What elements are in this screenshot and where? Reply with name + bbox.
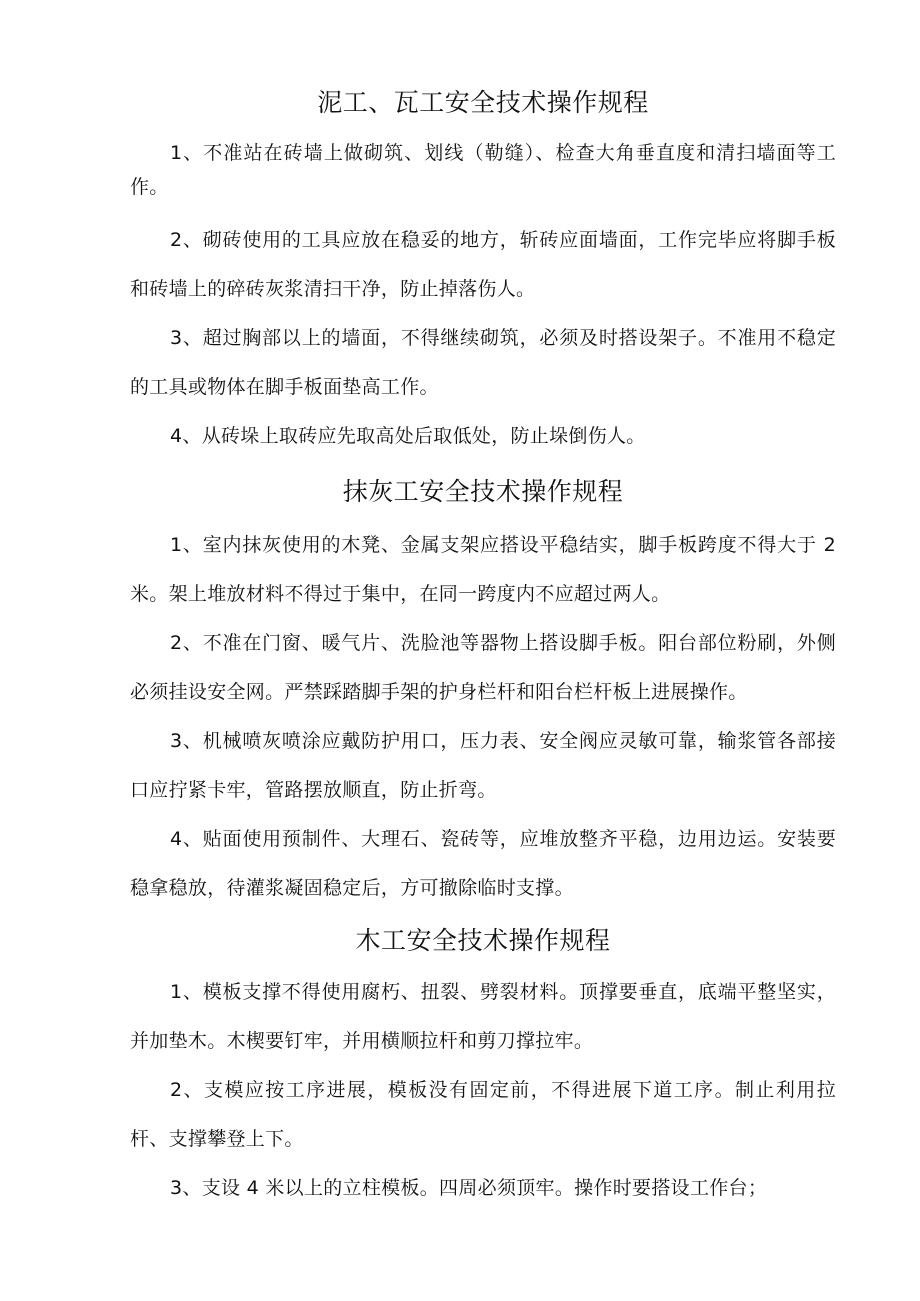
rule-item: 3、超过胸部以上的墙面，不得继续砌筑，必须及时搭设架子。不准用不稳定的工具或物体在脚手板面垫高工作。: [130, 327, 836, 398]
rule-item: 3、机械喷灰喷涂应戴防护用口，压力表、安全阀应灵敏可靠，输浆管各部接口应拧紧卡牢，管路摆放顺直，防止折弯。: [130, 730, 836, 801]
rule-item: 2、支模应按工序进展，模板没有固定前，不得进展下道工序。制止利用拉杆、支撑攀登上下。: [130, 1079, 836, 1150]
section-title: 泥工、瓦工安全技术操作规程: [317, 88, 649, 117]
section-title: 木工安全技术操作规程: [355, 926, 611, 955]
rule-item: 1、模板支撑不得使用腐朽、扭裂、劈裂材料。顶撑要垂直，底端平整坚实，并加垫木。木楔要钉牢，并用横顺拉杆和剪刀撑拉牢。: [130, 981, 836, 1052]
rule-item: 4、从砖垛上取砖应先取高处后取低处，防止垛倒伤人。: [170, 425, 646, 447]
rule-item: 2、不准在门窗、暖气片、洗脸池等器物上搭设脚手板。阳台部位粉刷，外侧必须挂设安全网。严禁踩踏脚手架的护身栏杆和阳台栏杆板上进展操作。: [130, 632, 836, 703]
section-plastering: [130, 475, 836, 913]
rule-item: 4、贴面使用预制件、大理石、瓷砖等，应堆放整齐平稳，边用边运。安装要稳拿稳放，待灌浆凝固稳定后，方可撤除临时支撑。: [130, 828, 836, 899]
rule-item: 1、不准站在砖墙上做砌筑、划线（勒缝）、检查大角垂直度和清扫墙面等工作。: [130, 142, 836, 198]
section-carpentry: [130, 924, 836, 1213]
section-title: 抹灰工安全技术操作规程: [342, 477, 624, 506]
rule-item: 1、室内抹灰使用的木凳、金属支架应搭设平稳结实，脚手板跨度不得大于 2 米。架上堆放材料不得过于集中，在同一跨度内不应超过两人。: [130, 534, 836, 605]
rule-item: 2、砌砖使用的工具应放在稳妥的地方，斩砖应面墙面，工作完毕应将脚手板和砖墙上的碎砖灰浆清扫干净，防止掉落伤人。: [130, 229, 836, 300]
section-masonry: [130, 86, 836, 461]
rule-item: 3、支设 4 米以上的立柱模板。四周必须顶牢。操作时要搭设工作台；: [170, 1177, 768, 1199]
